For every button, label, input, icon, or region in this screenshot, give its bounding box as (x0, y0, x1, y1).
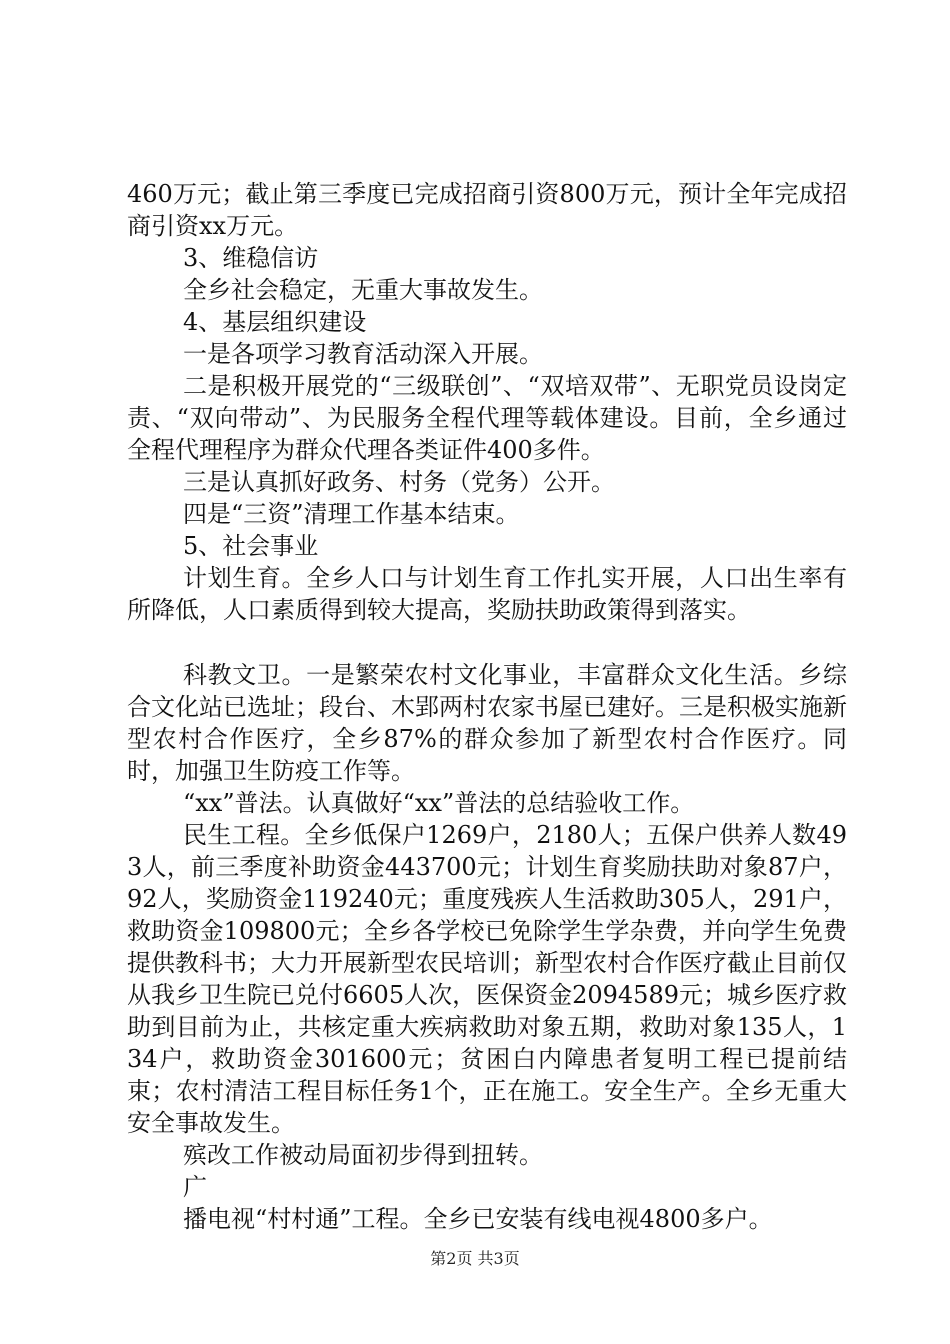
paragraph: 科教文卫。一是繁荣农村文化事业，丰富群众文化生活。乡综合文化站已选址；段台、木郢两村农家书屋已建好。三是积极实施新型农村合作医疗，全乡87%的群众参加了新型农村合作医疗。同时，加强卫生防疫工作等。 (127, 661, 847, 785)
paragraph: 广 (183, 1173, 207, 1201)
paragraph: 计划生育。全乡人口与计划生育工作扎实开展，人口出生率有所降低，人口素质得到较大提高，奖励扶助政策得到落实。 (127, 564, 847, 624)
paragraph: 一是各项学习教育活动深入开展。 (183, 340, 543, 368)
section-heading-stability: 3、维稳信访 (183, 244, 319, 272)
document-body (127, 178, 847, 1235)
paragraph: “xx”普法。认真做好“xx”普法的总结验收工作。 (183, 789, 695, 817)
paragraph: 播电视“村村通”工程。全乡已安装有线电视4800多户。 (183, 1205, 773, 1233)
page-number-footer: 第2页 共3页 (430, 1249, 520, 1268)
paragraph: 四是“三资”清理工作基本结束。 (183, 500, 520, 528)
paragraph-gap (127, 626, 847, 659)
paragraph: 殡改工作被动局面初步得到扭转。 (183, 1141, 543, 1169)
paragraph: 二是积极开展党的“三级联创”、“双培双带”、无职党员设岗定责、“双向带动”、为民服务全程代理等载体建设。目前，全乡通过全程代理程序为群众代理各类证件400多件。 (127, 372, 847, 464)
paragraph: 三是认真抓好政务、村务（党务）公开。 (183, 468, 615, 496)
paragraph: 民生工程。全乡低保户1269户，2180人；五保户供养人数493人，前三季度补助资金443700元；计划生育奖励扶助对象87户，92人，奖励资金119240元；重度残疾人生活救助305人，291户，救助资金109800元；全乡各学校已免除学生学杂费，并向学生免费提供教科书；大力开展新型农民培训；新型农村合作医疗截止目前仅从我乡卫生院已兑付6605人次，医保资金2094589元；城乡医疗救助到目前为止，共核定重大疾病救助对象五期，救助对象135人，134户，救助资金301600元；贫困白内障患者复明工程已提前结束；农村清洁工程目标任务1个，正在施工。安全生产。全乡无重大安全事故发生。 (127, 821, 847, 1137)
paragraph-continuation: 460万元；截止第三季度已完成招商引资800万元，预计全年完成招商引资xx万元。 (127, 180, 847, 240)
section-heading-social: 5、社会事业 (183, 532, 319, 560)
paragraph: 全乡社会稳定，无重大事故发生。 (183, 276, 543, 304)
section-heading-organization: 4、基层组织建设 (183, 308, 367, 336)
